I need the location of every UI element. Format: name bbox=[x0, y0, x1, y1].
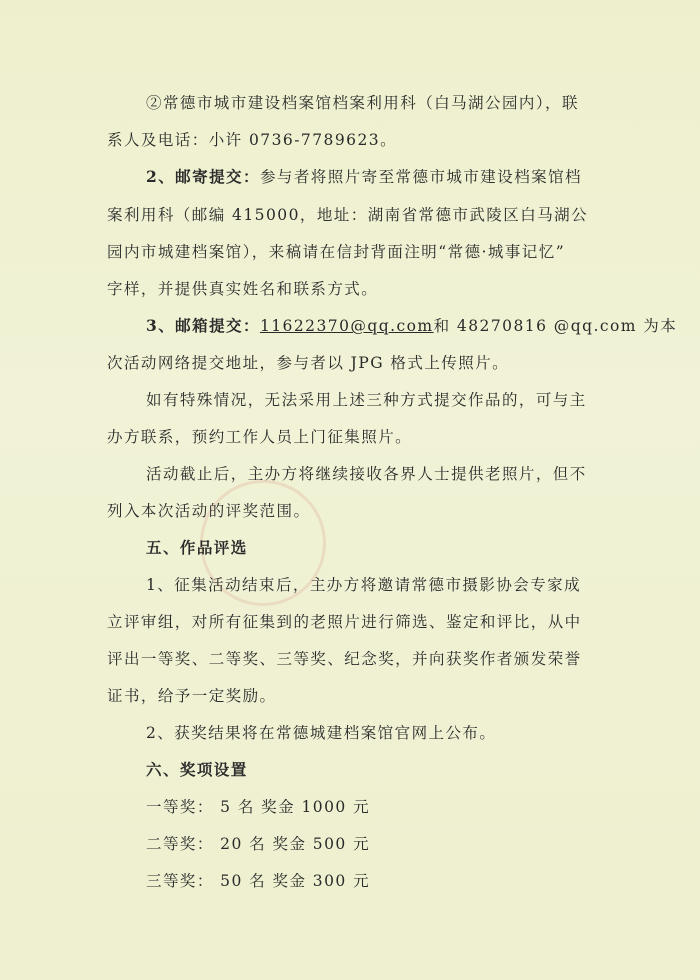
email-submission-heading: 3、邮箱提交： bbox=[146, 316, 260, 335]
paragraph-line: 次活动网络提交地址，参与者以 JPG 格式上传照片。 bbox=[107, 354, 510, 372]
paragraph-line: 1、征集活动结束后，主办方将邀请常德市摄影协会专家成 bbox=[146, 576, 582, 594]
paragraph-line: 系人及电话：小许 0736-7789623。 bbox=[107, 131, 398, 149]
paragraph-line: 如有特殊情况，无法采用上述三种方式提交作品的，可与主 bbox=[146, 391, 587, 409]
section-heading-evaluation: 五、作品评选 bbox=[146, 538, 248, 557]
paragraph-line: 3、邮箱提交：11622370@qq.com和 48270816 @qq.com 为本 bbox=[146, 316, 678, 335]
award-third-prize: 三等奖： 50 名 奖金 300 元 bbox=[146, 872, 371, 890]
paragraph-line: 园内市城建档案馆），来稿请在信封背面注明“常德·城事记忆” bbox=[107, 243, 566, 261]
paragraph-line: 字样，并提供真实姓名和联系方式。 bbox=[107, 280, 379, 298]
mail-submission-heading: 2、邮寄提交： bbox=[146, 167, 260, 186]
email-address: 11622370@qq.com bbox=[259, 317, 434, 335]
paragraph-line: 证书，给予一定奖励。 bbox=[107, 687, 277, 705]
paragraph-line: 案利用科（邮编 415000，地址：湖南省常德市武陵区白马湖公 bbox=[107, 206, 589, 224]
paragraph-line: 活动截止后，主办方将继续接收各界人士提供老照片，但不 bbox=[146, 465, 587, 483]
paragraph-line: 2、邮寄提交：参与者将照片寄至常德市城市建设档案馆档 bbox=[146, 167, 582, 186]
paragraph-line: 2、获奖结果将在常德城建档案馆官网上公布。 bbox=[146, 724, 497, 742]
section-heading-awards: 六、奖项设置 bbox=[146, 760, 248, 779]
paragraph-line: ②常德市城市建设档案馆档案利用科（白马湖公园内），联 bbox=[146, 94, 579, 112]
paragraph-line: 立评审组，对所有征集到的老照片进行筛选、鉴定和评比，从中 bbox=[107, 613, 582, 631]
award-second-prize: 二等奖： 20 名 奖金 500 元 bbox=[146, 835, 371, 853]
paragraph-line: 评出一等奖、二等奖、三等奖、纪念奖，并向获奖作者颁发荣誉 bbox=[107, 650, 582, 668]
paragraph-line: 列入本次活动的评奖范围。 bbox=[107, 502, 311, 520]
award-first-prize: 一等奖： 5 名 奖金 1000 元 bbox=[146, 798, 371, 816]
paragraph-line: 办方联系，预约工作人员上门征集照片。 bbox=[107, 428, 413, 446]
